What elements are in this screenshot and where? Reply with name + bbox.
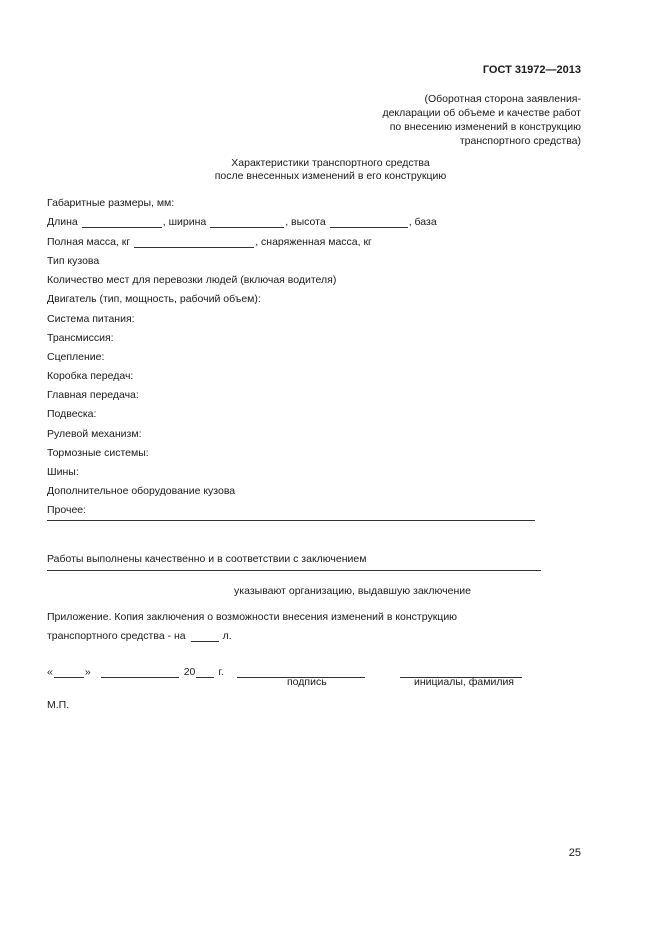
section-subtitle: после внесенных изменений в его конструкцию (214, 170, 447, 182)
year-prefix: 20 (183, 666, 196, 678)
length-field[interactable] (82, 216, 162, 228)
gross-mass-field[interactable] (134, 236, 254, 248)
day-field[interactable] (54, 666, 84, 678)
note-line: декларации об объеме и качестве работ (382, 107, 581, 119)
steering-label: Рулевой механизм: (47, 428, 142, 440)
width-field[interactable] (210, 216, 284, 228)
curb-mass-label: , снаряженная масса, кг (255, 236, 372, 248)
base-label: , база (408, 216, 437, 228)
transmission-row (47, 330, 535, 344)
suspension-label: Подвеска: (47, 408, 97, 420)
month-field[interactable] (101, 666, 179, 678)
body-type-label: Тип кузова (47, 255, 100, 267)
height-label: , высота (285, 216, 326, 228)
year-field[interactable] (196, 666, 214, 678)
appendix-line2 (47, 628, 347, 642)
dimensions-row (47, 214, 539, 228)
tires-row (47, 464, 535, 478)
name-label: инициалы, фамилия (414, 676, 514, 688)
conclusion-field[interactable] (47, 570, 541, 571)
engine-label: Двигатель (тип, мощность, рабочий объем): (47, 293, 261, 305)
body-equipment-label: Дополнительное оборудование кузова (47, 485, 236, 497)
note-line: по внесению изменений в конструкцию (389, 121, 581, 133)
suspension-row (47, 406, 535, 420)
works-statement: Работы выполнены качественно и в соответствии с заключением (47, 553, 367, 565)
appendix-pages-label: транспортного средства - на (47, 630, 186, 642)
length-label: Длина (47, 216, 78, 228)
dimensions-heading (47, 195, 539, 209)
page-number: 25 (568, 847, 581, 859)
conclusion-hint: указывают организацию, выдавшую заключение (234, 585, 471, 597)
brakes-row (47, 445, 539, 459)
year-suffix: г. (218, 666, 224, 678)
width-label: , ширина (162, 216, 207, 228)
steering-row (47, 426, 534, 440)
clutch-row (47, 349, 539, 363)
body-type-row (47, 253, 539, 267)
fuel-system-row (47, 311, 539, 325)
other-field-continued[interactable] (47, 520, 535, 521)
section-title: Характеристики транспортного средства (231, 157, 430, 169)
gross-mass-label: Полная масса, кг (47, 236, 131, 248)
standard-number: ГОСТ 31972—2013 (482, 64, 581, 76)
mass-row (47, 234, 539, 248)
open-quote: « (47, 666, 53, 678)
main-gear-row (47, 387, 539, 401)
note-line: транспортного средства) (459, 135, 581, 147)
close-quote: » (84, 666, 91, 678)
other-label: Прочее: (47, 504, 87, 516)
signature-label: подпись (287, 676, 327, 688)
body-equipment-row (47, 483, 535, 497)
appendix-pages-field[interactable] (191, 630, 219, 642)
appendix-line1: Приложение. Копия заключения о возможности внесения изменений в конструкцию (47, 611, 458, 623)
engine-row (47, 291, 539, 305)
note-line: (Оборотная сторона заявления- (424, 93, 581, 105)
other-row (47, 502, 535, 516)
brakes-label: Тормозные системы: (47, 447, 149, 459)
gearbox-row (47, 368, 539, 382)
main-gear-label: Главная передача: (47, 389, 139, 401)
transmission-label: Трансмиссия: (47, 332, 114, 344)
dimensions-label: Габаритные размеры, мм: (47, 197, 175, 209)
seats-row (47, 272, 539, 286)
appendix-pages-unit: л. (222, 630, 232, 642)
fuel-system-label: Система питания: (47, 313, 135, 325)
gearbox-label: Коробка передач: (47, 370, 134, 382)
tires-label: Шины: (47, 466, 79, 478)
height-field[interactable] (330, 216, 408, 228)
clutch-label: Сцепление: (47, 351, 105, 363)
seal-mark: М.П. (47, 699, 70, 711)
seats-label: Количество мест для перевозки людей (включая водителя) (47, 274, 337, 286)
